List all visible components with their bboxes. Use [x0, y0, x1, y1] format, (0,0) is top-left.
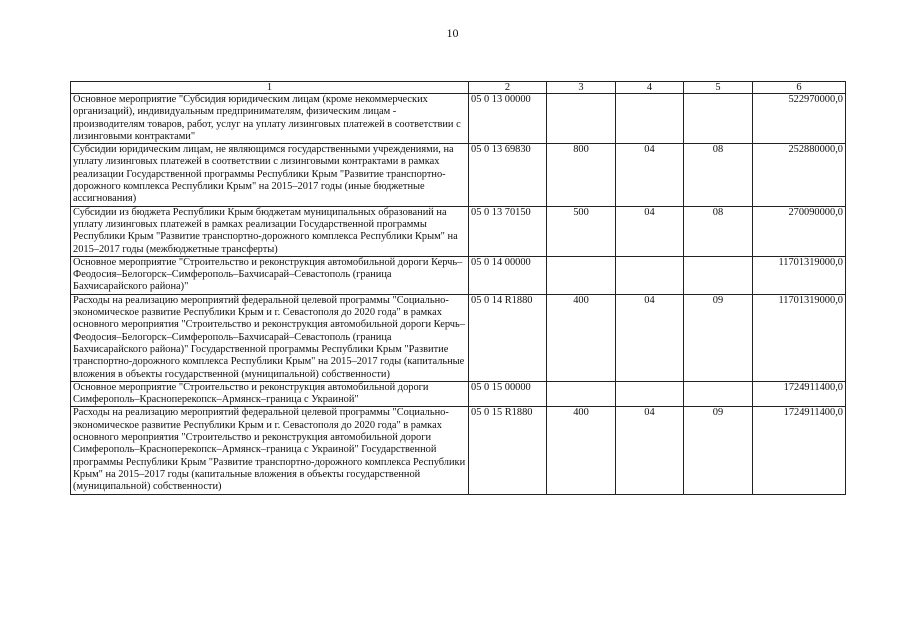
column-header-4: 4: [616, 82, 684, 94]
row-section: 04: [616, 206, 684, 256]
row-subsection: [684, 256, 753, 294]
column-header-3: 3: [547, 82, 616, 94]
row-budget-code: 05 0 15 R1880: [469, 407, 547, 494]
row-subsection: 08: [684, 206, 753, 256]
row-budget-code: 05 0 15 00000: [469, 381, 547, 407]
row-description: Субсидии из бюджета Республики Крым бюджетам муниципальных образований на уплату лизинговых платежей в рамках реализации Государственной программы Республики Крым "Развитие транспортно-дорожного комплекса Республики Крым" на 2015–2017 годы (межбюджетные трансферты): [71, 206, 469, 256]
row-section: [616, 94, 684, 144]
row-amount: 1724911400,0: [753, 407, 846, 494]
row-section: 04: [616, 407, 684, 494]
row-expense-type: 800: [547, 144, 616, 206]
row-budget-code: 05 0 14 00000: [469, 256, 547, 294]
row-section: 04: [616, 294, 684, 381]
table-row: [71, 407, 846, 494]
row-description: Основное мероприятие "Строительство и реконструкция автомобильной дороги Керчь–Феодосия–Белогорск–Симферополь–Бахчисарай–Севастополь (граница Бахчисарайского района)": [71, 256, 469, 294]
row-section: [616, 256, 684, 294]
row-subsection: 09: [684, 407, 753, 494]
row-budget-code: 05 0 14 R1880: [469, 294, 547, 381]
column-header-6: 6: [753, 82, 846, 94]
row-description: Субсидии юридическим лицам, не являющимся государственными учреждениями, на уплату лизинговых платежей в соответствии с лизинговыми контрактами в рамках реализации Государственной программы Республики Крым "Развитие транспортно-дорожного комплекса Республики Крым" на 2015–2017 годы (иные бюджетные ассигнования): [71, 144, 469, 206]
row-amount: 252880000,0: [753, 144, 846, 206]
row-amount: 11701319000,0: [753, 256, 846, 294]
row-budget-code: 05 0 13 70150: [469, 206, 547, 256]
row-budget-code: 05 0 13 69830: [469, 144, 547, 206]
page-number: 10: [446, 26, 459, 40]
row-subsection: 08: [684, 144, 753, 206]
table-row: [71, 256, 846, 294]
row-amount: 11701319000,0: [753, 294, 846, 381]
table-row: [71, 294, 846, 381]
row-description: Основное мероприятие "Строительство и реконструкция автомобильной дороги Симферополь–Красноперекопск–Армянск–граница с Украиной": [71, 381, 469, 407]
budget-table: [70, 81, 846, 495]
table-row: [71, 381, 846, 407]
row-expense-type: 500: [547, 206, 616, 256]
row-expense-type: [547, 256, 616, 294]
row-budget-code: 05 0 13 00000: [469, 94, 547, 144]
row-amount: 522970000,0: [753, 94, 846, 144]
row-expense-type: [547, 381, 616, 407]
column-header-1: 1: [71, 82, 469, 94]
header-row: [71, 82, 846, 94]
table-row: [71, 144, 846, 206]
row-subsection: [684, 381, 753, 407]
row-description: Расходы на реализацию мероприятий федеральной целевой программы "Социально-экономическое развитие Республики Крым и г. Севастополя до 2020 года" в рамках основного мероприятия "Строительство и реконструкция автомобильной дороги Симферополь–Красноперекопск–Армянск–граница с Украиной" Государственной программы Республики Крым "Развитие транспортно-дорожного комплекса Республики Крым" на 2015–2017 годы (капитальные вложения в объекты государственной (муниципальной) собственности): [71, 407, 469, 494]
row-expense-type: [547, 94, 616, 144]
row-subsection: [684, 94, 753, 144]
column-header-5: 5: [684, 82, 753, 94]
row-expense-type: 400: [547, 407, 616, 494]
row-expense-type: 400: [547, 294, 616, 381]
row-amount: 1724911400,0: [753, 381, 846, 407]
row-subsection: 09: [684, 294, 753, 381]
table-row: [71, 206, 846, 256]
row-section: 04: [616, 144, 684, 206]
column-header-2: 2: [469, 82, 547, 94]
table-row: [71, 94, 846, 144]
row-amount: 270090000,0: [753, 206, 846, 256]
row-section: [616, 381, 684, 407]
row-description: Расходы на реализацию мероприятий федеральной целевой программы "Социально-экономическое развитие Республики Крым и г. Севастополя до 2020 года" в рамках основного мероприятия "Строительство и реконструкция автомобильной дороги Керчь–Феодосия–Белогорск–Симферополь–Бахчисарай–Севастополь (граница Бахчисарайского района)" Государственной программы Республики Крым "Развитие транспортно-дорожного комплекса Республики Крым" на 2015–2017 годы (капитальные вложения в объекты государственной (муниципальной) собственности): [71, 294, 469, 381]
row-description: Основное мероприятие "Субсидия юридическим лицам (кроме некоммерческих организаций), индивидуальным предпринимателям, физическим лицам - производителям товаров, работ, услуг на уплату лизинговых платежей в соответствии с лизинговыми контрактами": [71, 94, 469, 144]
